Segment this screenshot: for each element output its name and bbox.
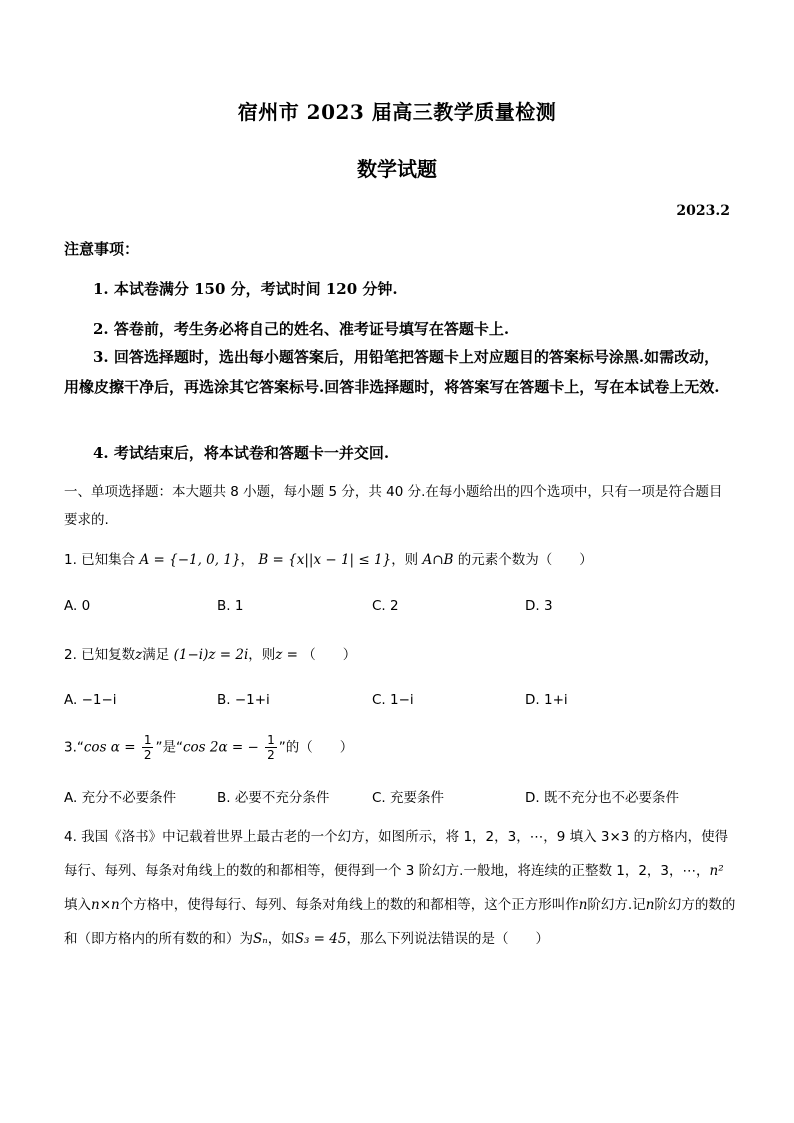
section-heading: 一、单项选择题：本大题共 8 小题，每小题 5 分，共 40 分.在每小题给出的四个选项中，只有一项是符合题目要求的. bbox=[64, 484, 723, 528]
notice-item-3: 3. 回答选择题时，选出每小题答案后，用铅笔把答题卡上对应题目的答案标号涂黑.如需改动，用橡皮擦干净后，再选涂其它答案标号.回答非选择题时，将答案写在答题卡上，写在本试卷上无效. bbox=[64, 348, 720, 396]
q3-frac2-den: 2 bbox=[267, 748, 275, 762]
q1-option-d: D. 3 bbox=[525, 598, 553, 614]
notice-item-4: 4. 考试结束后，将本试卷和答题卡一并交回. bbox=[93, 444, 390, 462]
q4-text-4: 阶幻方.记 bbox=[587, 897, 646, 913]
exam-date: 2023.2 bbox=[676, 203, 730, 219]
q3-option-d: D. 既不充分也不必要条件 bbox=[525, 790, 679, 806]
q3-fraction-2 bbox=[265, 733, 277, 762]
q2-text-c: ，则 bbox=[248, 647, 276, 663]
q3-math-a: cos α = bbox=[83, 739, 136, 756]
q2-option-c: C. 1−i bbox=[372, 692, 414, 708]
question-2-stem bbox=[64, 643, 744, 663]
q1-text-c: 的元素个数为（ ） bbox=[457, 552, 593, 568]
q4-text-6: ，如 bbox=[267, 931, 295, 947]
q4-text-7: ，那么下列说法错误的是（ ） bbox=[346, 931, 549, 947]
q2-math-b: (1−i)z = 2i bbox=[173, 647, 249, 663]
q4-math-nn: n×n bbox=[91, 897, 120, 913]
q4-text-3: 个方格中，使得每行、每列、每条对角线上的数的和都相等，这个正方形叫作 bbox=[119, 897, 579, 913]
q3-frac1-den: 2 bbox=[143, 748, 152, 762]
q4-text-1: 4. 我国《洛书》中记载着世界上最古老的一个幻方，如图所示，将 1，2，3，⋯，9 填入 3×3 的方格内，使得每行、每列、每条对角线上的数的和都相等，便得到一个 3 阶幻方.一般地，将连续的正整数 1，2，3，⋯， bbox=[64, 829, 729, 879]
q1-sep: ， bbox=[240, 552, 255, 568]
q3-frac2-num: 1 bbox=[267, 733, 275, 747]
q2-option-b: B. −1+i bbox=[217, 692, 270, 708]
q3-text-c: ”的（ ） bbox=[278, 739, 354, 756]
q3-option-b: B. 必要不充分条件 bbox=[217, 790, 330, 806]
q4-text-2: 填入 bbox=[64, 897, 91, 913]
q4-math-n2: n² bbox=[709, 863, 724, 879]
q2-math-a: z bbox=[135, 647, 143, 663]
question-1-options bbox=[64, 598, 744, 618]
question-2-options bbox=[64, 692, 744, 712]
q3-option-c: C. 充要条件 bbox=[372, 790, 445, 806]
q1-text-b: ，则 bbox=[391, 552, 419, 568]
exam-title: 宿州市 2023 届高三教学质量检测 bbox=[237, 100, 557, 124]
q1-option-b: B. 1 bbox=[217, 598, 244, 614]
q2-option-d: D. 1+i bbox=[525, 692, 568, 708]
q4-text-5: 阶幻方的数的和（即方格内的所有数的和）为 bbox=[64, 897, 736, 947]
notice-item-2: 2. 答卷前，考生务必将自己的姓名、准考证号填写在答题卡上. bbox=[93, 320, 510, 338]
q2-text-a: 2. 已知复数 bbox=[64, 647, 136, 663]
question-3-options bbox=[64, 786, 744, 806]
question-1-stem bbox=[64, 548, 744, 568]
q1-text-a: 1. 已知集合 bbox=[64, 552, 136, 568]
q4-math-sn: Sₙ bbox=[253, 931, 268, 947]
q3-fraction-1 bbox=[142, 733, 154, 762]
q4-math-n: n bbox=[578, 897, 588, 913]
question-4-stem bbox=[64, 820, 736, 956]
q2-text-b: 满足 bbox=[142, 647, 170, 663]
q1-option-a: A. 0 bbox=[64, 598, 91, 614]
q3-frac1-num: 1 bbox=[143, 733, 152, 747]
q3-option-a: A. 充分不必要条件 bbox=[64, 790, 177, 806]
question-3-stem bbox=[64, 733, 744, 762]
notice-item-1: 1. 本试卷满分 150 分，考试时间 120 分钟. bbox=[93, 280, 398, 298]
q3-text-a: 3.“ bbox=[64, 739, 84, 756]
q2-math-c: z = bbox=[275, 647, 298, 663]
q1-math-a: A = {−1, 0, 1} bbox=[139, 552, 241, 568]
q4-math-n-b: n bbox=[645, 897, 655, 913]
exam-subtitle: 数学试题 bbox=[357, 157, 437, 181]
q1-option-c: C. 2 bbox=[372, 598, 399, 614]
q1-math-c: A∩B bbox=[422, 552, 454, 568]
q3-text-b: ”是“ bbox=[155, 739, 183, 756]
q4-math-s3: S₃ = 45 bbox=[294, 931, 347, 947]
q3-math-b: cos 2α = − bbox=[182, 739, 259, 756]
notice-heading: 注意事项： bbox=[64, 240, 140, 258]
q2-option-a: A. −1−i bbox=[64, 692, 117, 708]
q2-text-d: （ ） bbox=[302, 647, 357, 663]
q1-math-b: B = {x||x − 1| ≤ 1} bbox=[258, 552, 392, 568]
